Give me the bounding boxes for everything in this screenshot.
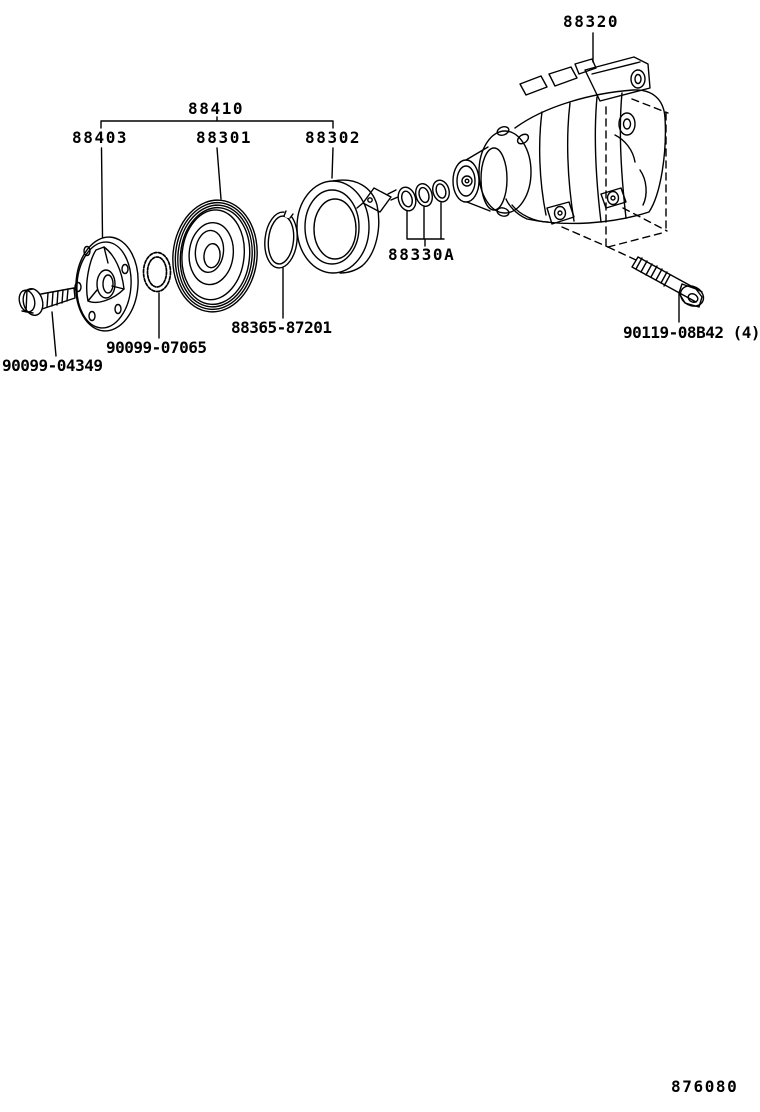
hub-bolt-drawing <box>17 287 75 318</box>
serrated-washer-drawing <box>144 253 171 292</box>
leader-lines <box>52 33 679 356</box>
callout-pulley[interactable]: 88301 <box>196 128 253 147</box>
snap-ring-drawing <box>262 210 300 270</box>
callout-magnet-coil[interactable]: 88302 <box>305 128 362 147</box>
callout-snap-ring[interactable]: 88365-87201 <box>231 318 332 337</box>
callout-o-ring-set[interactable]: 88330A <box>388 245 456 264</box>
callout-clutch-assembly[interactable]: 88410 <box>188 99 245 118</box>
callout-compressor-assembly[interactable]: 88320 <box>563 12 620 31</box>
exploded-view-drawing <box>0 0 760 420</box>
projection-dashed-lines <box>562 99 668 260</box>
pulley-drawing <box>167 196 262 316</box>
clutch-hub-drawing <box>73 235 141 333</box>
callout-clutch-hub[interactable]: 88403 <box>72 128 129 147</box>
callout-hub-bolt[interactable]: 90099-04349 <box>2 356 103 375</box>
callout-mount-bolt[interactable]: 90119-08B42 (4) <box>623 323 760 342</box>
magnet-coil-drawing <box>297 180 398 273</box>
mount-bolt-drawing <box>632 257 707 310</box>
figure-number: 876080 <box>671 1077 739 1096</box>
callout-serrated-washer[interactable]: 90099-07065 <box>106 338 207 357</box>
compressor-drawing <box>453 57 665 224</box>
